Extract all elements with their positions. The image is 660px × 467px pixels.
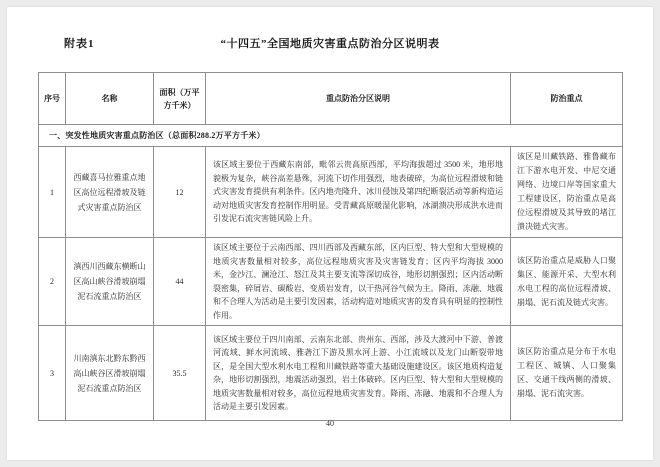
cell-description: 该区域主要位于西藏东南部，毗邻云贵高原西部，平均海拔超过 3500 米，地形地貌极为复杂，峡谷高差悬殊，河流下切作用强烈，地表破碎，为高位远程滑坡和链式灾害发育提供有利条件。区内地壳隆升、冰川侵蚀及第四纪断裂活动等新构造运动对地质灾害发育控制作用明显。受青藏高原暖湿化影响，冰湖溃决形成洪水进而引发泥石流灾害链风险上升。: [206, 147, 511, 238]
cell-focus: 该区防治重点是威胁人口聚集区、能源开采、大型水利水电工程的高位远程滑坡、崩塌、泥石流及链式灾害。: [511, 238, 623, 326]
col-header-name: 名称: [66, 73, 154, 125]
section-header-row: [39, 125, 623, 147]
cell-focus: 该区是川藏铁路、雅鲁藏布江下游水电开发、中尼交通网络、边境口岸等国家重大工程建设区，防治重点是高位远程滑坡及其导致的堵江溃决链式灾害。: [511, 147, 623, 238]
section-title: 一、突发性地质灾害重点防治区（总面积288.2万平方千米）: [39, 125, 623, 147]
cell-serial: 1: [39, 147, 66, 238]
cell-area: 35.5: [154, 326, 206, 421]
document-page: [7, 7, 653, 460]
col-header-description: 重点防治分区说明: [206, 73, 511, 125]
table-row: [39, 238, 623, 326]
col-header-serial: 序号: [39, 73, 66, 125]
col-header-focus: 防治重点: [511, 73, 623, 125]
col-header-area: 面积（万平方千米）: [154, 73, 206, 125]
cell-area: 12: [154, 147, 206, 238]
cell-serial: 2: [39, 238, 66, 326]
page-number: 40: [326, 419, 334, 428]
zoning-description-table: [38, 72, 623, 421]
cell-area: 44: [154, 238, 206, 326]
document-header: [7, 35, 653, 55]
appendix-label: 附表1: [64, 38, 95, 50]
cell-focus: 该区防治重点是分布于水电工程区、城镇、人口聚集区、交通干线两侧的滑坡、崩塌、泥石流灾害。: [511, 326, 623, 421]
table-header-row: [39, 73, 623, 125]
cell-zone-name: 西藏喜马拉雅重点地区高位远程滑坡及链式灾害重点防治区: [66, 147, 154, 238]
cell-serial: 3: [39, 326, 66, 421]
cell-zone-name: 川南滇东北黔东黔西高山峡谷区滑坡崩塌泥石流重点防治区: [66, 326, 154, 421]
page-title: “十四五”全国地质灾害重点防治分区说明表: [220, 38, 440, 50]
table-row: [39, 147, 623, 238]
cell-description: 该区域主要位于四川南部、云南东北部、贵州东、西部，涉及大渡河中下游、普渡河流域、鲜水河流域、雅砻江下游及黑水河上游、小江流域以及龙门山断裂带地区，是全国大型水利水电工程和川藏铁路等重大基础设施建设区。该区地质构造复杂，地形切割强烈，地震活动强烈，岩土体破碎。区内巨型、特大型和大型规模的地质灾害数量相对较多，高位远程地质灾害发育。降雨、冻融、地震和不合理人为活动是主要引发因素。: [206, 326, 511, 421]
table-row: [39, 326, 623, 421]
cell-description: 该区域主要位于云南西部、四川西部及西藏东部，区内巨型、特大型和大型规模的地质灾害数量相对较多，高位远程地质灾害及灾害链发育；区内平均海拔 3000 米，金沙江、澜沧江、怒江及其主要支流等深切成谷，地形切割强烈；区内活动断裂密集，碎屑岩、碳酸岩、变质岩发育，以干热河谷气候为主。降雨、冻融、地震和不合理人为活动是主要引发因素，活动构造对地质灾害的发育具有明显的控制性作用。: [206, 238, 511, 326]
cell-zone-name: 滇西川西藏东横断山区高山峡谷滑坡崩塌泥石流重点防治区: [66, 238, 154, 326]
